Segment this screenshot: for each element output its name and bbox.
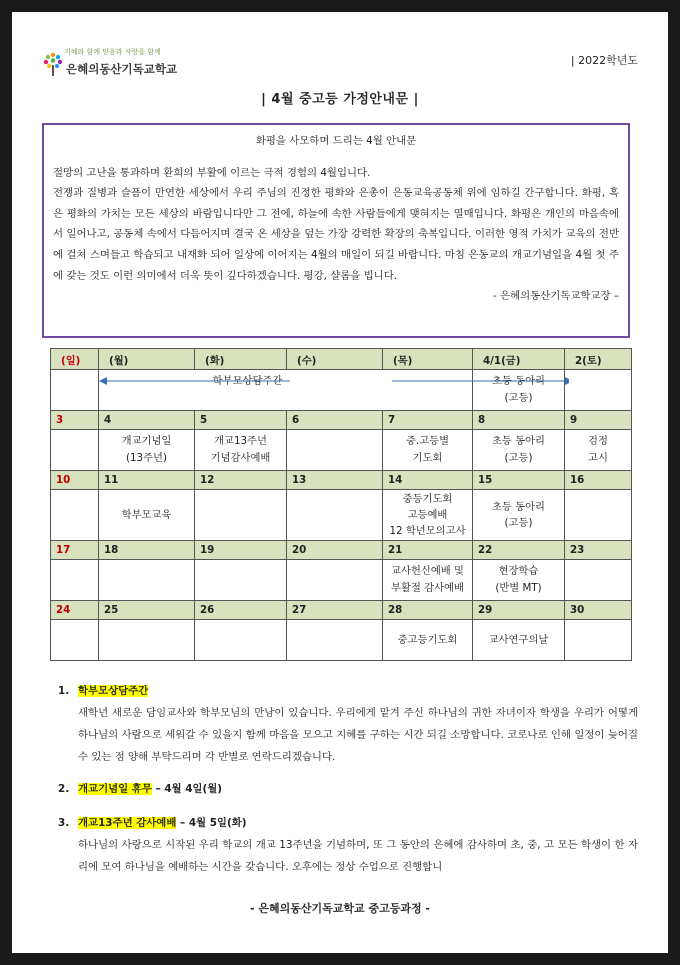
school-year: | 2022학년도 — [570, 54, 638, 67]
weekday-label: (목) — [383, 349, 473, 370]
tree-logo-icon — [42, 51, 64, 79]
date-number: 15 — [473, 471, 565, 490]
weekday-label: 2(토) — [565, 349, 632, 370]
note-subtitle: – 4월 4일(월) — [151, 783, 223, 795]
calendar-cell — [195, 560, 287, 601]
date-number: 30 — [565, 601, 632, 620]
weekday-label: (화) — [195, 349, 287, 370]
consultation-week-arrow — [49, 371, 569, 403]
date-number: 19 — [195, 541, 287, 560]
weekday-label: (월) — [99, 349, 195, 370]
calendar-cell — [195, 430, 287, 471]
calendar-cell — [565, 430, 632, 471]
event-text: 개교기념일 — [121, 435, 172, 447]
calendar-event-row — [51, 430, 632, 471]
calendar-date-row — [51, 411, 632, 430]
calendar-event-row — [51, 620, 632, 661]
date-number: 3 — [51, 411, 99, 430]
date-number: 8 — [473, 411, 565, 430]
date-number: 29 — [473, 601, 565, 620]
date-number: 27 — [287, 601, 383, 620]
date-number: 16 — [565, 471, 632, 490]
date-number: 21 — [383, 541, 473, 560]
calendar-cell — [287, 560, 383, 601]
event-text: 12 학년모의고사 — [389, 525, 466, 537]
date-number: 7 — [383, 411, 473, 430]
event-text: 학부모교육 — [121, 509, 172, 521]
date-number: 23 — [565, 541, 632, 560]
calendar-cell — [99, 620, 195, 661]
calendar-cell — [99, 560, 195, 601]
date-number: 9 — [565, 411, 632, 430]
calendar-cell — [565, 620, 632, 661]
note-item — [58, 778, 638, 800]
event-text: 개교13주년 — [214, 435, 267, 447]
calendar-cell — [565, 370, 632, 411]
event-text: 중.고등별 — [405, 435, 450, 447]
note-item — [58, 812, 638, 878]
consultation-week-label: 학부모상담주간 — [210, 375, 286, 387]
calendar-cell — [51, 620, 99, 661]
date-number: 12 — [195, 471, 287, 490]
event-text: (반별 MT) — [495, 582, 542, 594]
event-text: (고등) — [504, 452, 533, 464]
date-number: 14 — [383, 471, 473, 490]
weekday-label: (일) — [51, 349, 99, 370]
calendar-date-row — [51, 541, 632, 560]
notes-list — [58, 680, 638, 884]
calendar-date-row — [51, 471, 632, 490]
intro-signature: - 은혜의동산기독교학교장 – — [493, 290, 619, 303]
event-text: 중등기도회 — [402, 493, 453, 505]
calendar-cell — [51, 490, 99, 541]
page-title: | 4월 중고등 가정안내문 | — [261, 92, 419, 107]
note-number: 3. — [58, 817, 70, 829]
calendar-cell — [195, 620, 287, 661]
date-number: 18 — [99, 541, 195, 560]
date-number: 22 — [473, 541, 565, 560]
date-number: 6 — [287, 411, 383, 430]
date-number: 25 — [99, 601, 195, 620]
event-text: 초등 동아리 — [491, 435, 545, 447]
date-number: 20 — [287, 541, 383, 560]
date-number: 26 — [195, 601, 287, 620]
event-text: 중고등기도회 — [397, 633, 458, 646]
event-text: 고시 — [588, 452, 608, 464]
calendar-cell — [287, 620, 383, 661]
date-number: 24 — [51, 601, 99, 620]
intro-line: 전쟁과 질병과 슬픔이 만연한 세상에서 우리 주님의 진정한 평화와 은총이 은동교육공동체 위에 임하길 간구합니다. 화평, 혹은 평화의 가치는 모든 세상의 바람입니다만 그 전에, 하늘에 속한 사람들에게 맺혀지는 열매입니다. 화평은 개인의 마음속에서 일어나고, 공동체 속에서 다듬어지며 결국 온 세상을 덮는 가장 강력한 확장의 축복입니다. 이러한 영적 가치가 교육의 전반에 걸쳐 스며들고 학습되고 내재화 되어 일상에 이어지는 4월의 매일이 되길 바랍니다. 마침 은동교의 개교기념일을 4월 첫 주에 갖는 것도 이런 의미에서 더욱 뜻이 깊다하겠습니다. 평강, 샬롬을 빕니다. — [53, 187, 619, 282]
calendar-cell — [51, 560, 99, 601]
event-text: 기도회 — [412, 452, 443, 464]
date-number: 5 — [195, 411, 287, 430]
note-subtitle: – 4월 5일(화) — [176, 817, 247, 829]
page-footer: - 은혜의동산기독교학교 중고등과정 - — [249, 902, 430, 915]
note-title: 개교기념일 휴무 — [78, 783, 152, 795]
intro-line: 절망의 고난을 통과하며 환희의 부활에 이르는 극적 경험의 4월입니다. — [53, 166, 371, 179]
calendar-cell — [195, 490, 287, 541]
weekday-label: (수) — [287, 349, 383, 370]
note-title: 학부모상담주간 — [78, 685, 149, 697]
note-number: 1. — [58, 685, 70, 697]
note-body: 하나님의 사랑으로 시작된 우리 학교의 개교 13주년을 기념하며, 또 그 동안의 은혜에 감사하며 초, 중, 고 모든 학생이 한 자리에 모여 하나님을 예배하는 시간을 갖습니다. 오후에는 정상 수업으로 진행합니 — [78, 839, 638, 873]
event-text: 초등 동아리 — [491, 375, 545, 387]
calendar-cell — [473, 430, 565, 471]
date-number: 10 — [51, 471, 99, 490]
intro-box — [42, 123, 630, 338]
calendar-cell — [383, 620, 473, 661]
calendar-event-row — [51, 490, 632, 541]
date-number: 13 — [287, 471, 383, 490]
note-number: 2. — [58, 783, 70, 795]
event-text: 교사연구의날 — [488, 633, 549, 646]
school-logo — [42, 47, 202, 89]
note-title: 개교13주년 감사예배 — [78, 817, 177, 829]
calendar-date-row — [51, 601, 632, 620]
event-text: 고등예배 — [407, 509, 448, 521]
date-number: 4 — [99, 411, 195, 430]
date-number: 11 — [99, 471, 195, 490]
event-text: (고등) — [504, 517, 533, 529]
date-number: 28 — [383, 601, 473, 620]
note-body: 새학년 새로운 담임교사와 학부모님의 만남이 있습니다. 우리에게 맡겨 주신 하나님의 귀한 자녀이자 학생을 우리가 어떻게 하나님의 사람으로 세워갈 수 있을지 함께 마음을 모으고 지혜를 구하는 시간 되길 소망합니다. 코로나로 인해 일정이 늦어질 수 있는 점 양해 부탁드리며 각 반별로 연락드리겠습니다. — [78, 707, 638, 763]
calendar-cell — [383, 490, 473, 541]
calendar-cell — [287, 490, 383, 541]
calendar-cell — [51, 430, 99, 471]
calendar-event-row — [51, 560, 632, 601]
calendar-cell — [383, 430, 473, 471]
logo-tagline: 지혜와 함께 믿음과 사랑을 함께 — [64, 48, 161, 56]
calendar-cell — [565, 560, 632, 601]
event-text: 초등 동아리 — [491, 501, 545, 513]
calendar-cell — [473, 490, 565, 541]
calendar-cell — [99, 490, 195, 541]
calendar-cell — [99, 430, 195, 471]
event-text: 검정 — [588, 435, 608, 447]
intro-heading: 화평을 사모하며 드리는 4월 안내문 — [255, 135, 417, 147]
event-text: 부활절 감사예배 — [391, 582, 464, 594]
event-text: 현장학습 — [498, 565, 539, 577]
weekday-label: 4/1(금) — [473, 349, 565, 370]
calendar-cell — [473, 560, 565, 601]
event-text: (고등) — [504, 392, 533, 404]
calendar-cell — [287, 430, 383, 471]
calendar-cell — [383, 560, 473, 601]
event-text: (13주년) — [125, 452, 168, 464]
calendar-cell — [473, 620, 565, 661]
calendar-cell — [565, 490, 632, 541]
event-text: 교사헌신예배 및 — [391, 565, 464, 577]
document-page — [12, 12, 668, 953]
event-text: 기념감사예배 — [210, 452, 271, 464]
logo-school-name: 은혜의동산기독교학교 — [66, 62, 178, 76]
calendar-weekday-row — [51, 349, 632, 370]
note-item — [58, 680, 638, 768]
date-number: 17 — [51, 541, 99, 560]
